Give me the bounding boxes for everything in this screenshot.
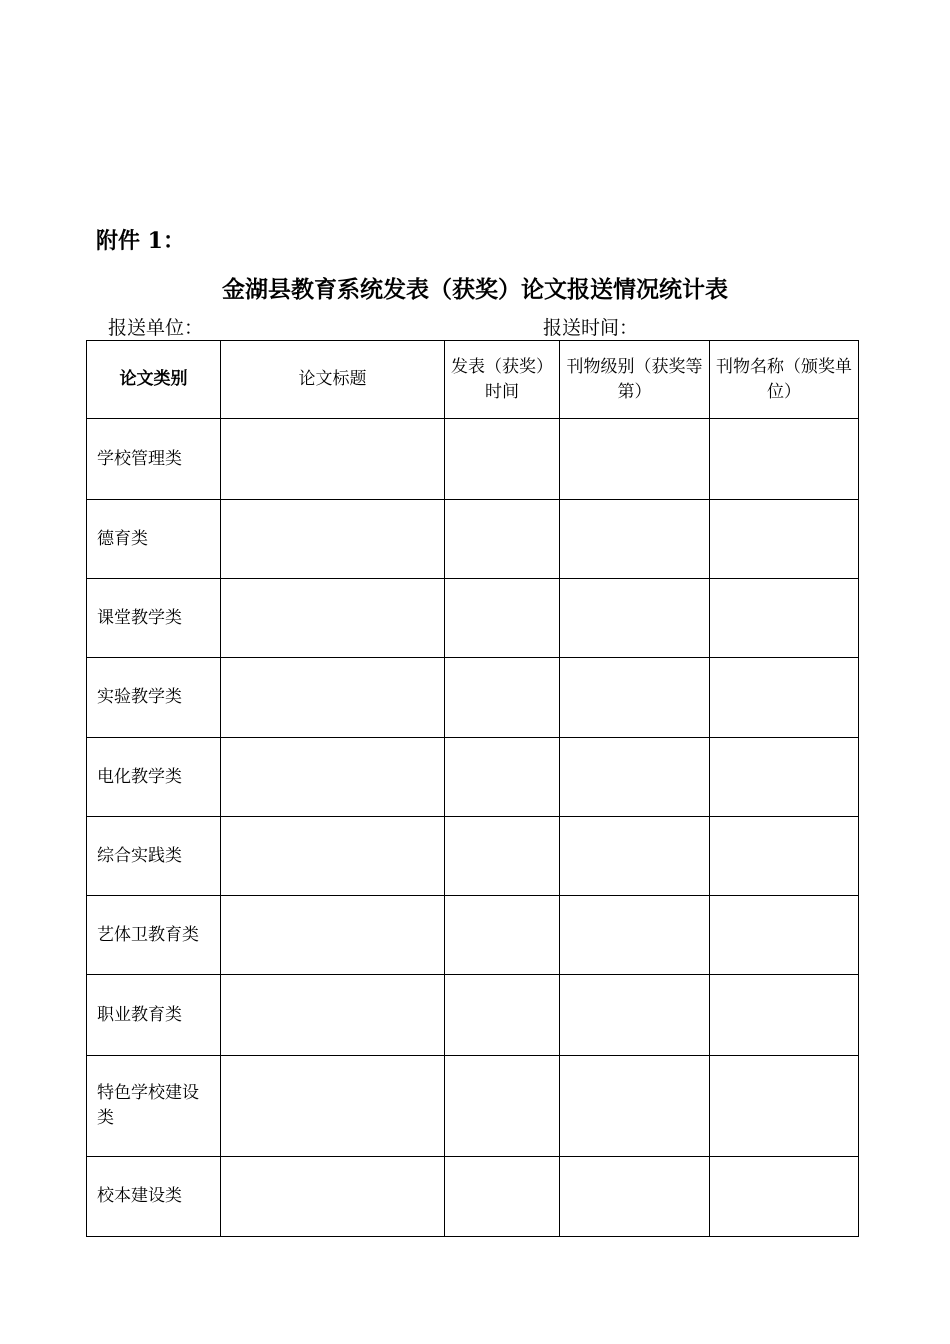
level-cell — [560, 975, 710, 1056]
publication-cell — [710, 658, 859, 738]
publication-cell — [710, 500, 859, 579]
title-cell — [221, 419, 445, 500]
publication-cell — [710, 738, 859, 817]
publication-cell — [710, 1056, 859, 1157]
time-cell — [445, 975, 560, 1056]
level-cell — [560, 817, 710, 896]
header-title: 论文标题 — [221, 341, 445, 419]
time-cell — [445, 500, 560, 579]
level-cell — [560, 738, 710, 817]
submitting-unit-label: 报送单位： — [108, 317, 204, 339]
time-cell — [445, 579, 560, 658]
category-cell: 校本建设类 — [87, 1157, 221, 1237]
level-cell — [560, 1056, 710, 1157]
table-row — [87, 1056, 859, 1157]
title-cell — [221, 1157, 445, 1237]
time-cell — [445, 738, 560, 817]
level-cell — [560, 579, 710, 658]
time-cell — [445, 1056, 560, 1157]
table-row — [87, 419, 859, 500]
category-cell: 实验教学类 — [87, 658, 221, 738]
table-row — [87, 975, 859, 1056]
table-row — [87, 1157, 859, 1237]
paper-statistics-table — [86, 340, 859, 1237]
header-time: 发表（获奖）时间 — [445, 341, 560, 419]
title-cell — [221, 975, 445, 1056]
table-header-row — [87, 341, 859, 419]
title-cell — [221, 738, 445, 817]
level-cell — [560, 896, 710, 975]
category-cell: 艺体卫教育类 — [87, 896, 221, 975]
category-cell: 电化教学类 — [87, 738, 221, 817]
table-row — [87, 658, 859, 738]
header-level: 刊物级别（获奖等第） — [560, 341, 710, 419]
table-row — [87, 579, 859, 658]
time-cell — [445, 896, 560, 975]
publication-cell — [710, 1157, 859, 1237]
category-cell: 职业教育类 — [87, 975, 221, 1056]
publication-cell — [710, 579, 859, 658]
category-cell: 特色学校建设类 — [87, 1056, 221, 1157]
publication-cell — [710, 975, 859, 1056]
time-cell — [445, 658, 560, 738]
publication-cell — [710, 817, 859, 896]
submission-time-label: 报送时间： — [543, 317, 639, 339]
time-cell — [445, 419, 560, 500]
level-cell — [560, 1157, 710, 1237]
title-cell — [221, 817, 445, 896]
title-cell — [221, 579, 445, 658]
category-cell: 学校管理类 — [87, 419, 221, 500]
attachment-label: 附件 1： — [96, 228, 185, 254]
level-cell — [560, 658, 710, 738]
level-cell — [560, 500, 710, 579]
title-cell — [221, 1056, 445, 1157]
title-cell — [221, 896, 445, 975]
publication-cell — [710, 896, 859, 975]
publication-cell — [710, 419, 859, 500]
table-row — [87, 738, 859, 817]
category-cell: 课堂教学类 — [87, 579, 221, 658]
category-cell: 德育类 — [87, 500, 221, 579]
document-title: 金湖县教育系统发表（获奖）论文报送情况统计表 — [222, 276, 728, 303]
table-row — [87, 896, 859, 975]
level-cell — [560, 419, 710, 500]
title-cell — [221, 500, 445, 579]
category-cell: 综合实践类 — [87, 817, 221, 896]
title-cell — [221, 658, 445, 738]
time-cell — [445, 1157, 560, 1237]
header-publication: 刊物名称（颁奖单位） — [710, 341, 859, 419]
header-category: 论文类别 — [87, 341, 221, 419]
table-row — [87, 817, 859, 896]
table-row — [87, 500, 859, 579]
time-cell — [445, 817, 560, 896]
